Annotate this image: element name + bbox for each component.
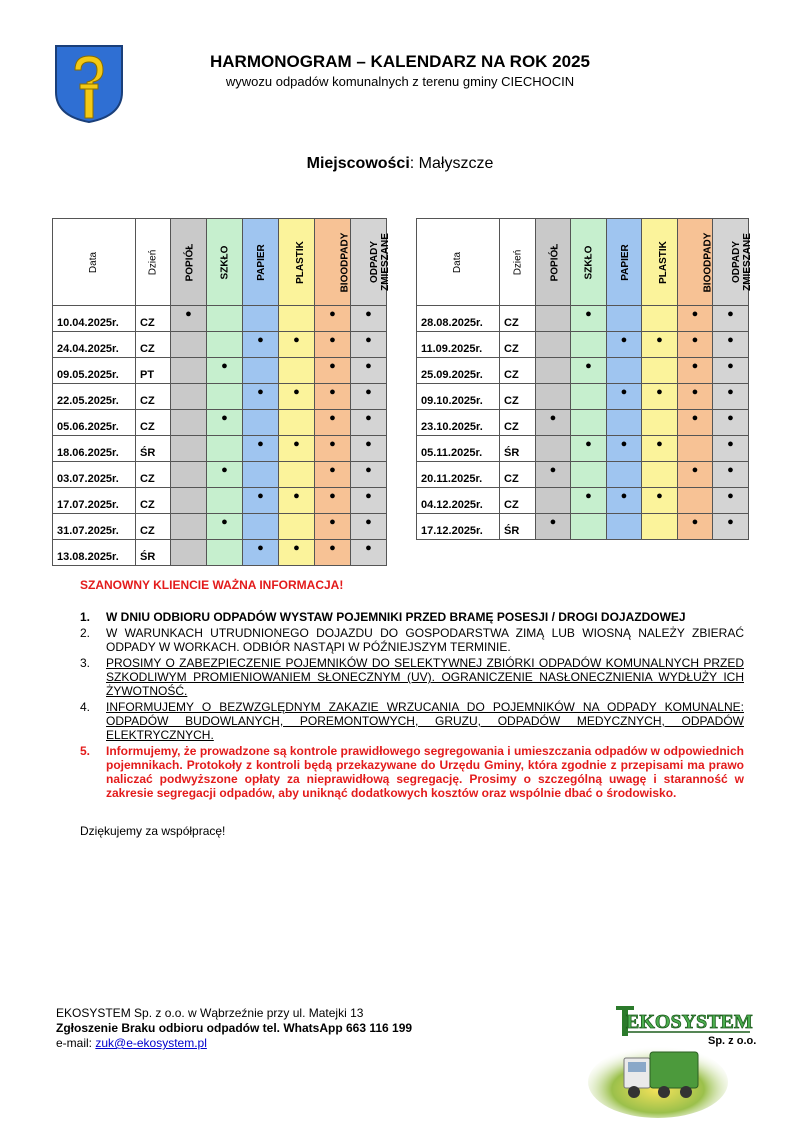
logo-suffix: Sp. z o.o. xyxy=(708,1035,757,1047)
cell-date: 03.07.2025r. xyxy=(53,462,136,488)
pickup-dot-icon: ● xyxy=(329,490,336,502)
table-row xyxy=(417,462,749,488)
cell-date: 13.08.2025r. xyxy=(53,540,136,566)
col-papier-header: PAPIER xyxy=(619,244,631,281)
pickup-dot-icon: ● xyxy=(365,334,372,346)
cell-day: CZ xyxy=(500,306,536,332)
cell-zmieszane xyxy=(351,358,387,384)
cell-popiol xyxy=(536,462,571,488)
col-papier-header: PAPIER xyxy=(255,244,267,281)
cell-papier xyxy=(243,332,279,358)
garbage-truck-icon xyxy=(624,1052,698,1098)
pickup-dot-icon: ● xyxy=(329,464,336,476)
cell-szklo xyxy=(571,410,607,436)
pickup-dot-icon: ● xyxy=(293,542,300,554)
gmina-crest xyxy=(54,44,124,124)
pickup-dot-icon: ● xyxy=(365,412,372,424)
info-item-number: 2. xyxy=(80,626,91,640)
cell-bio xyxy=(315,384,351,410)
locality-value: Małyszcze xyxy=(418,155,494,172)
pickup-dot-icon: ● xyxy=(620,334,628,346)
pickup-dot-icon: ● xyxy=(293,438,300,450)
cell-bio xyxy=(315,306,351,332)
cell-plastik xyxy=(279,384,315,410)
pickup-dot-icon: ● xyxy=(257,438,264,450)
cell-szklo xyxy=(571,488,607,514)
pickup-dot-icon: ● xyxy=(293,386,300,398)
cell-day: CZ xyxy=(136,306,171,332)
cell-szklo xyxy=(207,540,243,566)
info-item-5 xyxy=(80,744,744,800)
pickup-dot-icon: ● xyxy=(727,516,734,528)
col-popiol-header: POPIÓŁ xyxy=(184,243,196,282)
pickup-dot-icon: ● xyxy=(656,386,663,398)
cell-popiol xyxy=(171,332,207,358)
pickup-dot-icon: ● xyxy=(365,464,372,476)
footer-company: EKOSYSTEM Sp. z o.o. w Wąbrzeźnie przy ul. Matejki 13 xyxy=(56,1006,364,1020)
cell-szklo xyxy=(207,462,243,488)
pickup-dot-icon: ● xyxy=(365,438,372,450)
cell-popiol xyxy=(171,436,207,462)
cell-bio xyxy=(315,358,351,384)
cell-zmieszane xyxy=(713,462,749,488)
cell-szklo xyxy=(207,488,243,514)
cell-szklo xyxy=(207,384,243,410)
cell-bio xyxy=(315,514,351,540)
locality-line xyxy=(0,155,800,173)
pickup-dot-icon: ● xyxy=(221,360,228,372)
footer-email-link[interactable]: zuk@e-ekosystem.pl xyxy=(95,1036,207,1050)
pickup-dot-icon: ● xyxy=(549,464,557,476)
table-row xyxy=(417,306,749,332)
cell-szklo xyxy=(571,462,607,488)
pickup-dot-icon: ● xyxy=(185,308,192,320)
pickup-dot-icon: ● xyxy=(365,516,372,528)
info-item-text: W DNIU ODBIORU ODPADÓW WYSTAW POJEMNIKI PRZED BRAMĘ POSESJI / DROGI DOJAZDOWEJ xyxy=(106,610,686,624)
cell-zmieszane xyxy=(713,488,749,514)
cell-day: CZ xyxy=(136,462,171,488)
cell-plastik xyxy=(642,332,678,358)
pickup-dot-icon: ● xyxy=(329,542,336,554)
cell-papier xyxy=(243,306,279,332)
cell-bio xyxy=(678,436,713,462)
cell-zmieszane xyxy=(713,384,749,410)
pickup-dot-icon: ● xyxy=(620,490,628,502)
pickup-dot-icon: ● xyxy=(329,516,336,528)
cell-szklo xyxy=(571,514,607,540)
table-row xyxy=(53,384,387,410)
cell-zmieszane xyxy=(713,514,749,540)
cell-plastik xyxy=(279,514,315,540)
cell-plastik xyxy=(279,488,315,514)
ekosystem-logo xyxy=(588,1000,758,1118)
pickup-dot-icon: ● xyxy=(549,516,557,528)
table-row xyxy=(53,410,387,436)
cell-papier xyxy=(243,410,279,436)
cell-plastik xyxy=(279,306,315,332)
pickup-dot-icon: ● xyxy=(691,308,699,320)
cell-papier xyxy=(607,358,642,384)
cell-bio xyxy=(678,488,713,514)
cell-papier xyxy=(607,384,642,410)
pickup-dot-icon: ● xyxy=(329,308,336,320)
col-zmieszane-line1: ODPADY xyxy=(368,240,380,284)
cell-szklo xyxy=(571,306,607,332)
cell-plastik xyxy=(642,514,678,540)
cell-date: 11.09.2025r. xyxy=(417,332,500,358)
cell-popiol xyxy=(536,514,571,540)
cell-szklo xyxy=(207,332,243,358)
cell-bio xyxy=(678,384,713,410)
cell-popiol xyxy=(171,410,207,436)
cell-papier xyxy=(243,514,279,540)
footer-email-label: e-mail: xyxy=(56,1036,96,1050)
pickup-dot-icon: ● xyxy=(221,412,228,424)
cell-papier xyxy=(607,410,642,436)
pickup-dot-icon: ● xyxy=(293,490,300,502)
info-item-number: 4. xyxy=(80,700,91,714)
cell-szklo xyxy=(207,410,243,436)
table-row xyxy=(53,358,387,384)
pickup-dot-icon: ● xyxy=(691,516,699,528)
pickup-dot-icon: ● xyxy=(365,386,372,398)
cell-zmieszane xyxy=(351,306,387,332)
cell-plastik xyxy=(642,384,678,410)
table-row xyxy=(53,514,387,540)
cell-day: CZ xyxy=(136,514,171,540)
footer-report-line: Zgłoszenie Braku odbioru odpadów tel. WhatsApp 663 116 199 xyxy=(56,1021,413,1035)
cell-zmieszane xyxy=(351,384,387,410)
pickup-dot-icon: ● xyxy=(549,412,557,424)
cell-papier xyxy=(243,384,279,410)
cell-date: 22.05.2025r. xyxy=(53,384,136,410)
cell-day: CZ xyxy=(500,488,536,514)
cell-date: 17.07.2025r. xyxy=(53,488,136,514)
col-zmieszane-header xyxy=(731,233,753,291)
info-item-2 xyxy=(80,626,744,654)
page-title: HARMONOGRAM – KALENDARZ NA ROK 2025 xyxy=(209,52,590,71)
cell-bio xyxy=(678,462,713,488)
info-item-text: PROSIMY O ZABEZPIECZENIE POJEMNIKÓW DO SELEKTYWNEJ ZBIÓRKI ODPADÓW KOMUNALNYCH PRZED SZKODLIWYM PROMIENIOWANIEM SŁONECZNYM (UV). OGRANICZENIE NASŁONECZNIENIA WYDŁUŻY ICH ŻYWOTNOŚĆ. xyxy=(106,656,744,698)
pickup-dot-icon: ● xyxy=(727,438,734,450)
pickup-dot-icon: ● xyxy=(257,542,264,554)
cell-bio xyxy=(678,332,713,358)
pickup-dot-icon: ● xyxy=(691,334,699,346)
cell-date: 10.04.2025r. xyxy=(53,306,136,332)
page-subtitle: wywozu odpadów komunalnych z terenu gminy CIECHOCIN xyxy=(225,74,575,89)
cell-bio xyxy=(315,332,351,358)
cell-date: 09.05.2025r. xyxy=(53,358,136,384)
cell-day: CZ xyxy=(500,410,536,436)
cell-zmieszane xyxy=(713,332,749,358)
pickup-dot-icon: ● xyxy=(585,360,592,372)
locality-label: Miejscowości xyxy=(306,155,410,172)
logo-wordmark: EKOSYSTEM xyxy=(626,1011,753,1033)
cell-zmieszane xyxy=(351,436,387,462)
pickup-dot-icon: ● xyxy=(727,334,734,346)
pickup-dot-icon: ● xyxy=(585,490,592,502)
cell-date: 25.09.2025r. xyxy=(417,358,500,384)
cell-papier xyxy=(243,436,279,462)
col-plastik-header: PLASTIK xyxy=(294,241,306,284)
pickup-dot-icon: ● xyxy=(585,308,592,320)
cell-szklo xyxy=(571,384,607,410)
pickup-dot-icon: ● xyxy=(329,360,336,372)
cell-plastik xyxy=(642,436,678,462)
table-row xyxy=(417,358,749,384)
cell-zmieszane xyxy=(351,332,387,358)
schedule-table-left xyxy=(52,218,391,566)
cell-popiol xyxy=(171,462,207,488)
cell-bio xyxy=(315,488,351,514)
pickup-dot-icon: ● xyxy=(257,334,264,346)
table-row xyxy=(417,384,749,410)
pickup-dot-icon: ● xyxy=(365,308,372,320)
cell-szklo xyxy=(571,436,607,462)
info-item-number: 5. xyxy=(80,744,91,758)
table-row xyxy=(417,436,749,462)
cell-day: CZ xyxy=(136,488,171,514)
pickup-dot-icon: ● xyxy=(329,412,336,424)
pickup-dot-icon: ● xyxy=(727,360,734,372)
cell-papier xyxy=(607,436,642,462)
pickup-dot-icon: ● xyxy=(365,490,372,502)
pickup-dot-icon: ● xyxy=(691,464,699,476)
cell-day: CZ xyxy=(136,410,171,436)
info-item-number: 1. xyxy=(80,610,91,624)
cell-zmieszane xyxy=(351,488,387,514)
cell-date: 04.12.2025r. xyxy=(417,488,500,514)
cell-popiol xyxy=(171,384,207,410)
cell-bio xyxy=(315,540,351,566)
col-plastik-header: PLASTIK xyxy=(657,241,669,284)
pickup-dot-icon: ● xyxy=(691,386,699,398)
col-szklo-header: SZKŁO xyxy=(582,245,594,280)
cell-popiol xyxy=(536,436,571,462)
cell-popiol xyxy=(171,306,207,332)
pickup-dot-icon: ● xyxy=(727,412,734,424)
cell-date: 05.11.2025r. xyxy=(417,436,500,462)
cell-popiol xyxy=(171,540,207,566)
info-item-1 xyxy=(80,610,744,624)
cell-szklo xyxy=(207,306,243,332)
col-date-header: Data xyxy=(88,251,100,274)
cell-zmieszane xyxy=(351,462,387,488)
cell-szklo xyxy=(207,358,243,384)
pickup-dot-icon: ● xyxy=(691,360,699,372)
col-zmieszane-line2: ZMIESZANE xyxy=(379,233,391,291)
thanks-text: Dziękujemy za współpracę! xyxy=(80,824,226,838)
cell-popiol xyxy=(171,488,207,514)
cell-papier xyxy=(243,540,279,566)
pickup-dot-icon: ● xyxy=(656,490,663,502)
pickup-dot-icon: ● xyxy=(727,490,734,502)
col-szklo-header: SZKŁO xyxy=(218,245,230,280)
cell-bio xyxy=(678,306,713,332)
cell-date: 09.10.2025r. xyxy=(417,384,500,410)
table-row xyxy=(53,540,387,566)
table-row xyxy=(417,332,749,358)
cell-bio xyxy=(315,462,351,488)
cell-popiol xyxy=(171,358,207,384)
cell-bio xyxy=(315,410,351,436)
col-bio-header: BIOODPADY xyxy=(702,232,714,293)
table-row xyxy=(53,332,387,358)
cell-popiol xyxy=(536,488,571,514)
pickup-dot-icon: ● xyxy=(257,386,264,398)
cell-date: 20.11.2025r. xyxy=(417,462,500,488)
table-row xyxy=(417,488,749,514)
pickup-dot-icon: ● xyxy=(365,360,372,372)
cell-day: CZ xyxy=(136,384,171,410)
pickup-dot-icon: ● xyxy=(221,464,228,476)
col-popiol-header: POPIÓŁ xyxy=(549,243,561,282)
cell-plastik xyxy=(279,462,315,488)
footer xyxy=(56,1006,412,1051)
cell-zmieszane xyxy=(351,410,387,436)
locality-separator: : xyxy=(409,155,419,172)
cell-zmieszane xyxy=(713,436,749,462)
pickup-dot-icon: ● xyxy=(656,438,663,450)
cell-day: CZ xyxy=(500,462,536,488)
footer-email-line xyxy=(56,1036,412,1051)
pickup-dot-icon: ● xyxy=(329,334,336,346)
cell-day: ŚR xyxy=(136,540,171,566)
cell-plastik xyxy=(642,488,678,514)
table-row xyxy=(53,488,387,514)
cell-papier xyxy=(607,332,642,358)
col-date-header: Data xyxy=(452,251,464,274)
cell-papier xyxy=(607,488,642,514)
cell-day: ŚR xyxy=(136,436,171,462)
cell-day: CZ xyxy=(500,358,536,384)
cell-popiol xyxy=(536,410,571,436)
cell-plastik xyxy=(279,436,315,462)
pickup-dot-icon: ● xyxy=(257,490,264,502)
cell-day: CZ xyxy=(500,332,536,358)
col-zmieszane-header xyxy=(369,233,391,291)
cell-bio xyxy=(678,514,713,540)
cell-papier xyxy=(607,306,642,332)
cell-popiol xyxy=(536,358,571,384)
pickup-dot-icon: ● xyxy=(727,464,734,476)
info-item-4 xyxy=(80,700,744,742)
cell-plastik xyxy=(642,358,678,384)
cell-szklo xyxy=(207,436,243,462)
pickup-dot-icon: ● xyxy=(727,308,734,320)
cell-zmieszane xyxy=(713,410,749,436)
pickup-dot-icon: ● xyxy=(585,438,592,450)
pickup-dot-icon: ● xyxy=(727,386,734,398)
cell-day: CZ xyxy=(500,384,536,410)
cell-papier xyxy=(243,488,279,514)
cell-bio xyxy=(678,358,713,384)
cell-zmieszane xyxy=(713,306,749,332)
cell-popiol xyxy=(536,306,571,332)
info-item-number: 3. xyxy=(80,656,91,670)
cell-day: CZ xyxy=(136,332,171,358)
pickup-dot-icon: ● xyxy=(329,386,336,398)
cell-plastik xyxy=(279,332,315,358)
cell-day: ŚR xyxy=(500,514,536,540)
info-list xyxy=(80,610,744,802)
pickup-dot-icon: ● xyxy=(691,412,699,424)
cell-date: 31.07.2025r. xyxy=(53,514,136,540)
cell-popiol xyxy=(171,514,207,540)
cell-bio xyxy=(315,436,351,462)
cell-zmieszane xyxy=(351,540,387,566)
info-item-text: INFORMUJEMY O BEZWZGLĘDNYM ZAKAZIE WRZUCANIA DO POJEMNIKÓW NA ODPADY KOMUNALNE: ODPADÓW BUDOWLANYCH, POREMONTOWYCH, GRUZU, ODPADÓW MEDYCZNYCH, ODPADÓW ELEKTRYCZNYCH. xyxy=(106,700,744,742)
cell-date: 24.04.2025r. xyxy=(53,332,136,358)
cell-date: 17.12.2025r. xyxy=(417,514,500,540)
cell-papier xyxy=(607,462,642,488)
info-item-3 xyxy=(80,656,744,698)
cell-papier xyxy=(243,462,279,488)
info-item-text: Informujemy, że prowadzone są kontrole prawidłowego segregowania i umieszczania odpadów w odpowiednich pojemnikach. Protokoły z kontroli będą przekazywane do Urzędu Gminy, która zgodnie z przepisami ma prawo naliczać podwyższone opłaty za nieprawidłową segregację. Prosimy o szczególną uwagę i staranność w zakresie segregacji odpadów, aby uniknąć dodatkowych kosztów oraz wspólnie dbać o środowisko. xyxy=(106,744,744,800)
info-item-text: W WARUNKACH UTRUDNIONEGO DOJAZDU DO GOSPODARSTWA ZIMĄ LUB WIOSNĄ NALEŻY ZBIERAĆ ODPADY W WORKACH. ODBIÓR NASTĄPI W PÓŹNIEJSZYM TERMINIE. xyxy=(106,626,744,654)
cell-plastik xyxy=(279,410,315,436)
pickup-dot-icon: ● xyxy=(329,438,336,450)
cell-popiol xyxy=(536,332,571,358)
cell-plastik xyxy=(279,540,315,566)
table-header-row xyxy=(53,219,387,306)
cell-day: PT xyxy=(136,358,171,384)
cell-papier xyxy=(607,514,642,540)
cell-plastik xyxy=(279,358,315,384)
col-day-header: Dzień xyxy=(511,249,523,276)
cell-plastik xyxy=(642,410,678,436)
pickup-dot-icon: ● xyxy=(221,516,228,528)
cell-szklo xyxy=(571,332,607,358)
cell-date: 18.06.2025r. xyxy=(53,436,136,462)
col-zmieszane-line1: ODPADY xyxy=(730,240,742,284)
col-bio-header: BIOODPADY xyxy=(339,232,351,293)
cell-szklo xyxy=(207,514,243,540)
cell-plastik xyxy=(642,306,678,332)
schedule-table-right xyxy=(416,218,753,540)
pickup-dot-icon: ● xyxy=(620,438,628,450)
col-day-header: Dzień xyxy=(147,249,159,276)
cell-date: 28.08.2025r. xyxy=(417,306,500,332)
table-row xyxy=(417,514,749,540)
cell-date: 23.10.2025r. xyxy=(417,410,500,436)
table-row xyxy=(417,410,749,436)
cell-date: 05.06.2025r. xyxy=(53,410,136,436)
cell-szklo xyxy=(571,358,607,384)
pickup-dot-icon: ● xyxy=(656,334,663,346)
table-header-row xyxy=(417,219,749,306)
table-row xyxy=(53,306,387,332)
info-heading: SZANOWNY KLIENCIE WAŻNA INFORMACJA! xyxy=(80,578,344,592)
cell-day: ŚR xyxy=(500,436,536,462)
pickup-dot-icon: ● xyxy=(293,334,300,346)
cell-popiol xyxy=(536,384,571,410)
pickup-dot-icon: ● xyxy=(620,386,628,398)
col-zmieszane-line2: ZMIESZANE xyxy=(741,233,753,291)
pickup-dot-icon: ● xyxy=(365,542,372,554)
cell-papier xyxy=(243,358,279,384)
cell-zmieszane xyxy=(351,514,387,540)
cell-bio xyxy=(678,410,713,436)
table-row xyxy=(53,436,387,462)
cell-plastik xyxy=(642,462,678,488)
table-row xyxy=(53,462,387,488)
cell-zmieszane xyxy=(713,358,749,384)
